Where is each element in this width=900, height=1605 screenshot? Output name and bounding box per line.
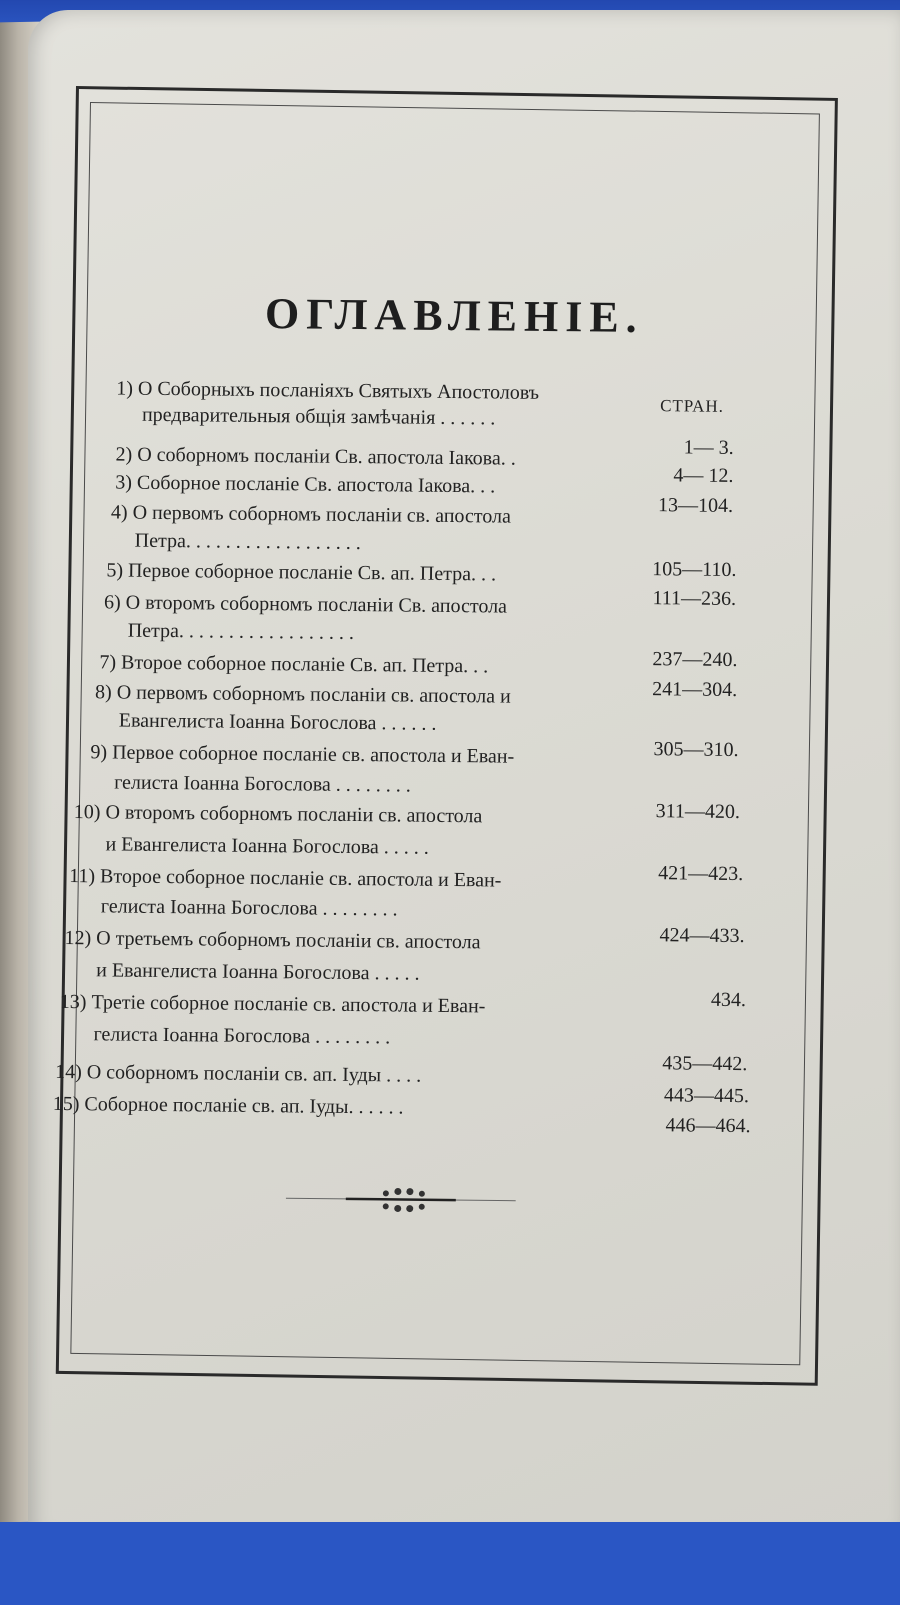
toc-entry-6-line2: Петра. . . . . . . . . . . . . . . . . . bbox=[127, 619, 355, 644]
pages-column-label: СТРАН. bbox=[660, 396, 725, 416]
toc-entry-8-line2: Евангелиста Іоанна Богослова . . . . . . bbox=[118, 709, 437, 735]
toc-entry-11-line2: гелиста Іоанна Богослова . . . . . . . . bbox=[100, 895, 398, 921]
toc-entry-9-line1: 9) Первое соборное посланіе св. апостола и Еван- bbox=[90, 741, 515, 768]
toc-entry-6-line1: 6) О второмъ соборномъ посланіи Св. апостола bbox=[103, 591, 508, 618]
toc-entry-11-line1: 11) Второе соборное посланіе св. апостола и Еван- bbox=[69, 865, 502, 892]
toc-entry-2-line1: 2) О соборномъ посланіи Св. апостола Іакова. . bbox=[115, 443, 516, 470]
toc-entry-12-pages: 434. bbox=[710, 988, 747, 1012]
toc-entry-4-line2: Петра. . . . . . . . . . . . . . . . . . bbox=[134, 529, 361, 555]
toc-entry-9-pages: 311—420. bbox=[655, 800, 741, 824]
toc-entry-13-pages: 435—442. bbox=[662, 1052, 748, 1076]
toc-entry-1-pages: 1— 3. bbox=[683, 436, 734, 459]
page-title: ОГЛАВЛЕНІЕ. bbox=[264, 289, 644, 343]
toc-entry-7-line1: 7) Второе соборное посланіе Св. ап. Петра. . . bbox=[99, 651, 489, 678]
toc-entry-3-line1: 3) Соборное посланіе Св. апостола Іакова. . . bbox=[115, 471, 496, 498]
toc-entry-11-pages: 424—433. bbox=[659, 924, 745, 948]
toc-entry-10-pages: 421—423. bbox=[658, 862, 744, 886]
toc-entry-10-line2: и Евангелиста Іоанна Богослова . . . . . bbox=[105, 833, 429, 859]
toc-entry-7-pages: 241—304. bbox=[652, 678, 738, 702]
toc-entry-6-pages: 237—240. bbox=[652, 648, 738, 672]
toc-entry-2-pages: 4— 12. bbox=[673, 464, 734, 487]
toc-entry-14-line1: 14) О соборномъ посланіи св. ап. Іуды . . . . bbox=[55, 1060, 422, 1087]
ornament-divider bbox=[286, 1178, 516, 1220]
toc-entry-15-line1: 15) Соборное посланіе св. ап. Іуды. . . . . . bbox=[52, 1092, 404, 1119]
toc-entry-1-line1: 1) О Соборныхъ посланіяхъ Святыхъ Апостоловъ bbox=[116, 377, 540, 404]
toc-entry-15-pages: 446—464. bbox=[665, 1114, 751, 1138]
toc-entry-4-line1: 4) О первомъ соборномъ посланіи св. апостола bbox=[110, 501, 512, 528]
toc-entry-5-pages: 111—236. bbox=[652, 587, 737, 610]
toc-entry-14-pages: 443—445. bbox=[663, 1084, 750, 1108]
toc-entry-12-line1: 12) О третьемъ соборномъ посланіи св. апостола bbox=[64, 926, 481, 954]
toc-entry-8-pages: 305—310. bbox=[653, 738, 739, 762]
toc-entry-12-line2: и Евангелиста Іоанна Богослова . . . . . bbox=[96, 959, 420, 985]
toc-entry-8-line1: 8) О первомъ соборномъ посланіи св. апостола и bbox=[94, 681, 511, 708]
toc-entry-4-pages: 105—110. bbox=[652, 558, 737, 581]
toc-entry-3-pages: 13—104. bbox=[657, 494, 734, 517]
toc-entry-5-line1: 5) Первое соборное посланіе Св. ап. Петра. . . bbox=[106, 559, 497, 586]
toc-entry-9-line2: гелиста Іоанна Богослова . . . . . . . . bbox=[114, 771, 411, 797]
toc-entry-1-line2: предварительныя общія замѣчанія . . . . . . bbox=[141, 403, 496, 430]
toc-entry-13-line1: 13) Третіе соборное посланіе св. апостола и Еван- bbox=[59, 990, 486, 1018]
toc-entry-10-line1: 10) О второмъ соборномъ посланіи св. апостола bbox=[73, 801, 483, 828]
toc-entry-13-line2: гелиста Іоанна Богослова . . . . . . . . bbox=[93, 1023, 391, 1049]
